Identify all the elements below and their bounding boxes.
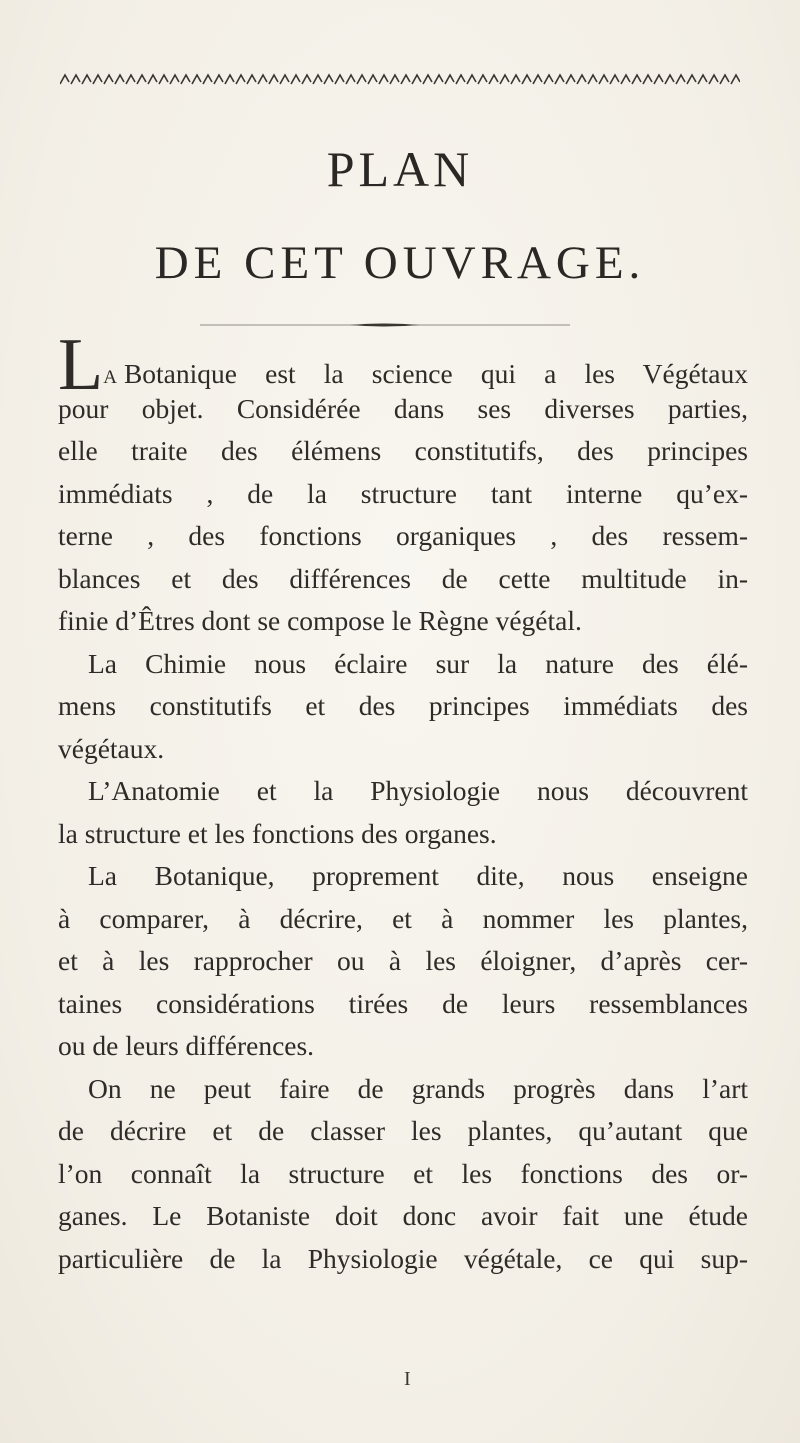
- text-line-10: végétaux.: [58, 732, 165, 764]
- text-line-17: ou de leurs différences.: [58, 1030, 315, 1061]
- ornamental-border: [60, 70, 740, 88]
- text-line-16: taines considérations tirées de leurs ressemblances: [58, 987, 748, 1019]
- page-signature: I: [404, 1368, 411, 1390]
- text-line-21: ganes. Le Botaniste doit donc avoir fait une étude: [58, 1200, 748, 1231]
- page-subtitle: DE CET OUVRAGE.: [154, 237, 646, 289]
- text-line-8: La Chimie nous éclaire sur la nature des élé-: [88, 647, 748, 679]
- text-line-3: elle traite des élémens constitutifs, des principes: [58, 435, 748, 466]
- text-line-5: terne , des fonctions organiques , des ressem-: [58, 520, 748, 551]
- text-line-20: l’on connaît la structure et les fonctions des or-: [58, 1157, 748, 1189]
- drop-cap: L: [58, 324, 102, 406]
- text-line-2: pour objet. Considérée dans ses diverses parties,: [58, 392, 748, 424]
- text-line-7: finie d’Êtres dont se compose le Règne végétal.: [58, 605, 582, 636]
- text-line-14: à comparer, à décrire, et à nommer les plantes,: [58, 902, 748, 934]
- text-line-4: immédiats , de la structure tant interne qu’ex-: [58, 477, 748, 509]
- text-line-22: particulière de la Physiologie végétale, ce qui sup-: [58, 1242, 748, 1274]
- text-line-19: de décrire et de classer les plantes, qu’autant que: [58, 1115, 748, 1146]
- text-line-15: et à les rapprocher ou à les éloigner, d’après cer-: [58, 945, 748, 976]
- body-text: [58, 324, 748, 1280]
- text-line-12: la structure et les fonctions des organes.: [58, 817, 497, 849]
- text-line-13: La Botanique, proprement dite, nous enseigne: [88, 860, 748, 891]
- text-line-18: On ne peut faire de grands progrès dans l’art: [88, 1072, 748, 1104]
- drop-cap-tail: A: [103, 367, 118, 388]
- text-line-9: mens constitutifs et des principes immédiats des: [58, 690, 748, 721]
- separator-rule: [200, 322, 570, 328]
- text-line-1-content: Botanique est la science qui a les Végétaux: [123, 358, 748, 389]
- page-title: PLAN: [326, 141, 474, 197]
- text-line-6: blances et des différences de cette multitude in-: [58, 562, 748, 594]
- text-line-11: L’Anatomie et la Physiologie nous découvrent: [88, 775, 748, 806]
- text-line-1: [58, 324, 748, 406]
